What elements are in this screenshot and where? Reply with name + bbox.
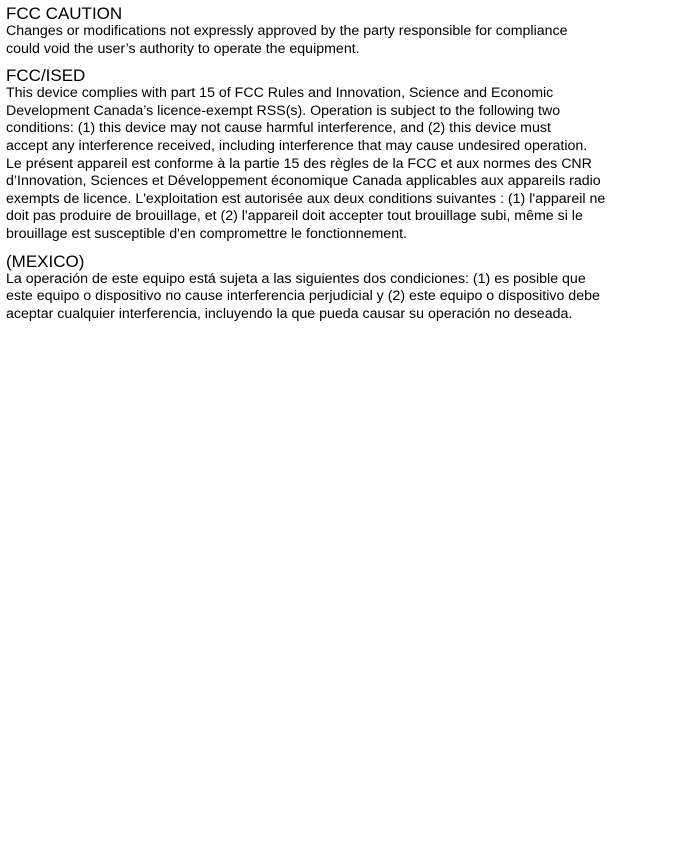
fcc-caution-heading: FCC CAUTION	[6, 4, 123, 23]
text-line: could void the user’s authority to operate the equipment.	[6, 40, 360, 57]
text-line: This device complies with part 15 of FCC Rules and Innovation, Science and Economic	[6, 85, 554, 102]
fcc-caution-section	[6, 4, 682, 58]
fcc-ised-heading: FCC/ISED	[6, 66, 86, 86]
text-line: Development Canada’s licence-exempt RSS(s). Operation is subject to the following two	[6, 102, 561, 119]
compliance-document	[6, 0, 682, 323]
text-line: brouillage est susceptible d'en compromettre le fonctionnement.	[6, 225, 407, 242]
text-line: conditions: (1) this device may not cause harmful interference, and (2) this device must	[6, 120, 551, 137]
text-line: accept any interference received, including interference that may cause undesired operation.	[6, 137, 588, 154]
mexico-heading: (MEXICO)	[6, 251, 85, 271]
text-line: Le présent appareil est conforme à la partie 15 des règles de la FCC et aux normes des CNR	[6, 155, 592, 172]
text-line: exempts de licence. L'exploitation est autorisée aux deux conditions suivantes : (1) l'appareil ne	[6, 190, 606, 207]
mexico-section	[6, 252, 682, 324]
text-line: Changes or modifications not expressly approved by the party responsible for compliance	[6, 23, 568, 39]
mexico-paragraph	[6, 271, 682, 324]
text-line: d’Innovation, Sciences et Développement économique Canada applicables aux appareils radio	[6, 173, 601, 190]
text-line: doit pas produire de brouillage, et (2) l'appareil doit accepter tout brouillage subi, même si le	[6, 208, 583, 225]
fcc-ised-section	[6, 66, 682, 243]
fcc-ised-english-paragraph	[6, 85, 682, 155]
fcc-ised-french-paragraph	[6, 156, 682, 244]
text-line: este equipo o dispositivo no cause interferencia perjudicial y (2) este equipo o dispositivo debe	[6, 288, 600, 305]
fcc-caution-paragraph	[6, 23, 682, 58]
text-line: La operación de este equipo está sujeta a las siguientes dos condiciones: (1) es posible que	[6, 270, 586, 287]
text-line: aceptar cualquier interferencia, incluyendo la que pueda causar su operación no deseada.	[6, 305, 573, 322]
